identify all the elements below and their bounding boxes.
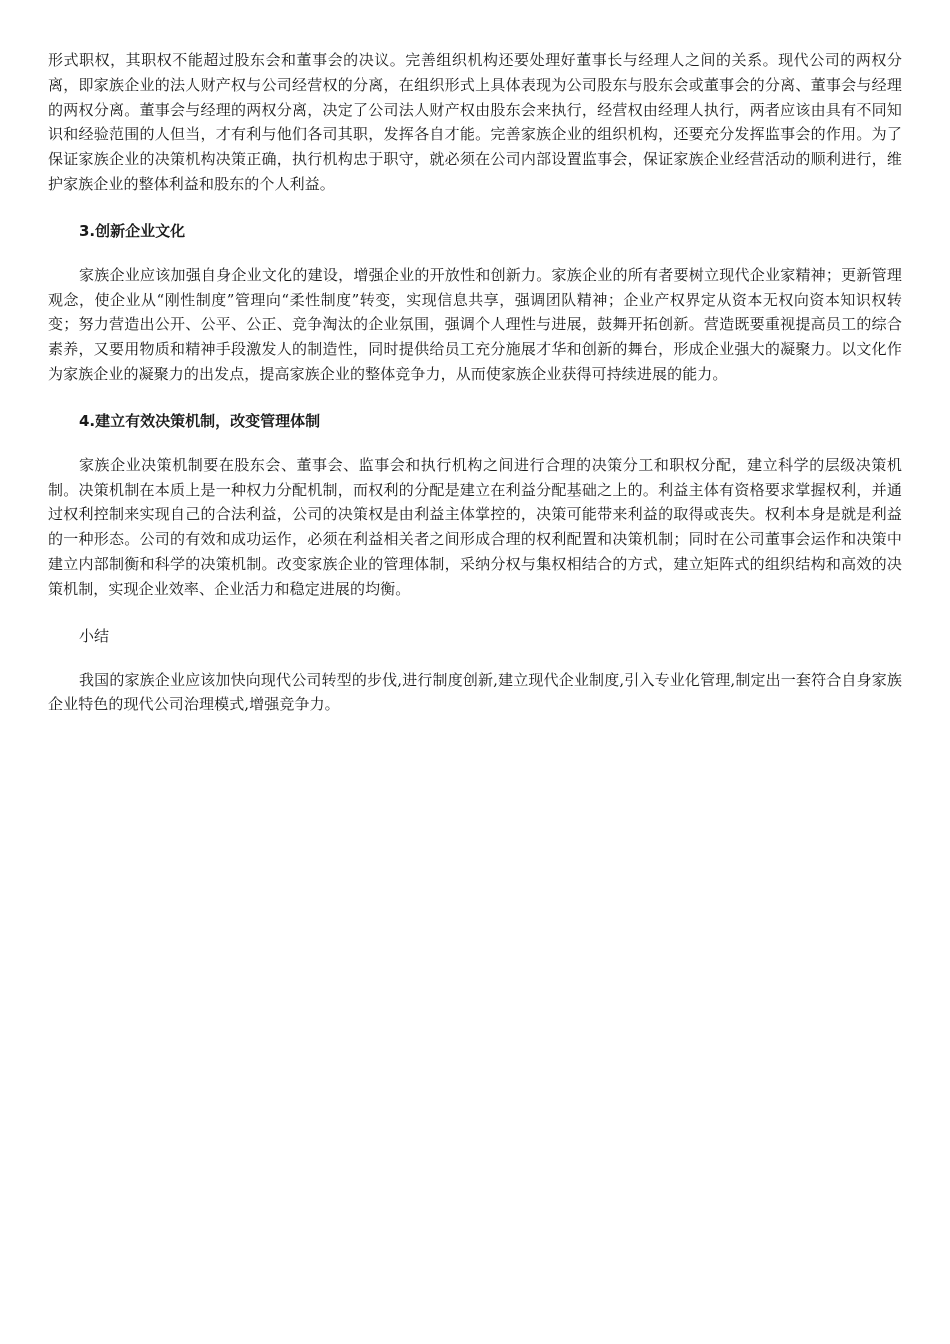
spacer [48,197,902,219]
section-4-body: 家族企业决策机制要在股东会、董事会、监事会和执行机构之间进行合理的决策分工和职权分配，建立科学的层级决策机制。决策机制在本质上是一种权力分配机制，而权利的分配是建立在利益分配基础之上的。利益主体有资格要求掌握权利，并通过权利控制来实现自己的合法利益，公司的决策权是由利益主体掌控的，决策可能带来利益的取得或丧失。权利本身是就是利益的一种形态。公司的有效和成功运作，必须在利益相关者之间形成合理的权利配置和决策机制；同时在公司董事会运作和决策中建立内部制衡和科学的决策机制。改变家族企业的管理体制，采纳分权与集权相结合的方式，建立矩阵式的组织结构和高效的决策机制，实现企业效率、企业活力和稳定进展的均衡。 [48,455,902,598]
spacer [48,387,902,409]
summary-body: 我国的家族企业应该加快向现代公司转型的步伐,进行制度创新,建立现代企业制度,引入专业化管理,制定出一套符合自身家族企业特色的现代公司治理模式,增强竞争力。 [48,670,902,714]
document-page [48,48,902,717]
continuation-paragraph: 形式职权，其职权不能超过股东会和董事会的决议。完善组织机构还要处理好董事长与经理人之间的关系。现代公司的两权分离，即家族企业的法人财产权与公司经营权的分离，在组织形式上具体表现为公司股东与股东会或董事会的分离、董事会与经理的两权分离。董事会与经理的两权分离，决定了公司法人财产权由股东会来执行，经营权由经理人执行，两者应该由具有不同知识和经验范围的人但当，才有利与他们各司其职，发挥各自才能。完善家族企业的组织机构，还要充分发挥监事会的作用。为了保证家族企业的决策机构决策正确，执行机构忠于职守，就必须在公司内部设置监事会，保证家族企业经营活动的顺利进行，维护家族企业的整体利益和股东的个人利益。 [48,51,902,193]
spacer [48,602,902,624]
spacer [48,243,902,263]
section-3-heading: 3.创新企业文化 [79,221,186,240]
summary-heading: 小结 [79,626,110,645]
section-4-heading: 4.建立有效决策机制，改变管理体制 [79,411,321,430]
section-3-body: 家族企业应该加强自身企业文化的建设，增强企业的开放性和创新力。家族企业的所有者要树立现代企业家精神；更新管理观念，使企业从“刚性制度”管理向“柔性制度”转变，实现信息共享，强调团队精神；企业产权界定从资本无权向资本知识权转变；努力营造出公开、公平、公正、竞争淘汰的企业氛围，强调个人理性与进展，鼓舞开拓创新。营造既要重视提高员工的综合素养，又要用物质和精神手段激发人的制造性，同时提供给员工充分施展才华和创新的舞台，形成企业强大的凝聚力。以文化作为家族企业的凝聚力的出发点，提高家族企业的整体竞争力，从而使家族企业获得可持续进展的能力。 [48,265,902,383]
spacer [48,433,902,453]
spacer [48,648,902,668]
